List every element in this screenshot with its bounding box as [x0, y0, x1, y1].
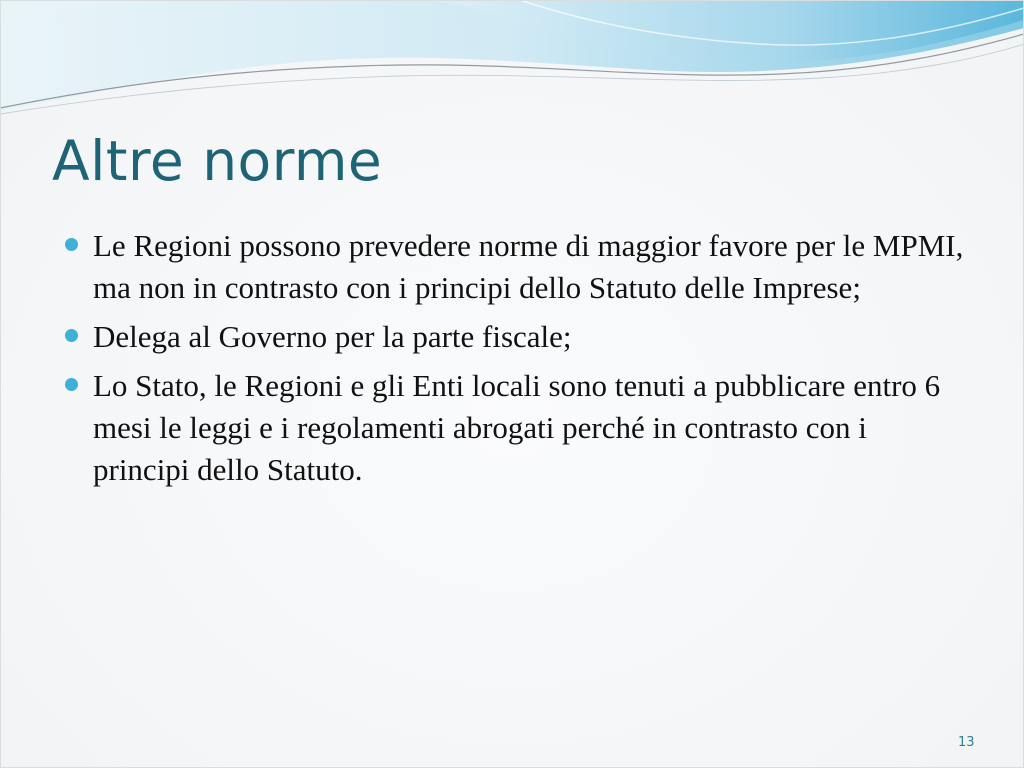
bullet-text: Lo Stato, le Regioni e gli Enti locali sono tenuti a pubblicare entro 6 mesi le leggi e i regolamenti abrogati perché in contrasto con i principi dello Statuto. [93, 368, 941, 487]
bullet-text: Le Regioni possono prevedere norme di maggior favore per le MPMI, ma non in contrasto con i principi dello Statuto delle Imprese; [93, 228, 964, 305]
slide-title: Altre norme [52, 129, 383, 193]
page-number: 13 [958, 735, 975, 750]
bullet-text: Delega al Governo per la parte fiscale; [93, 319, 572, 354]
